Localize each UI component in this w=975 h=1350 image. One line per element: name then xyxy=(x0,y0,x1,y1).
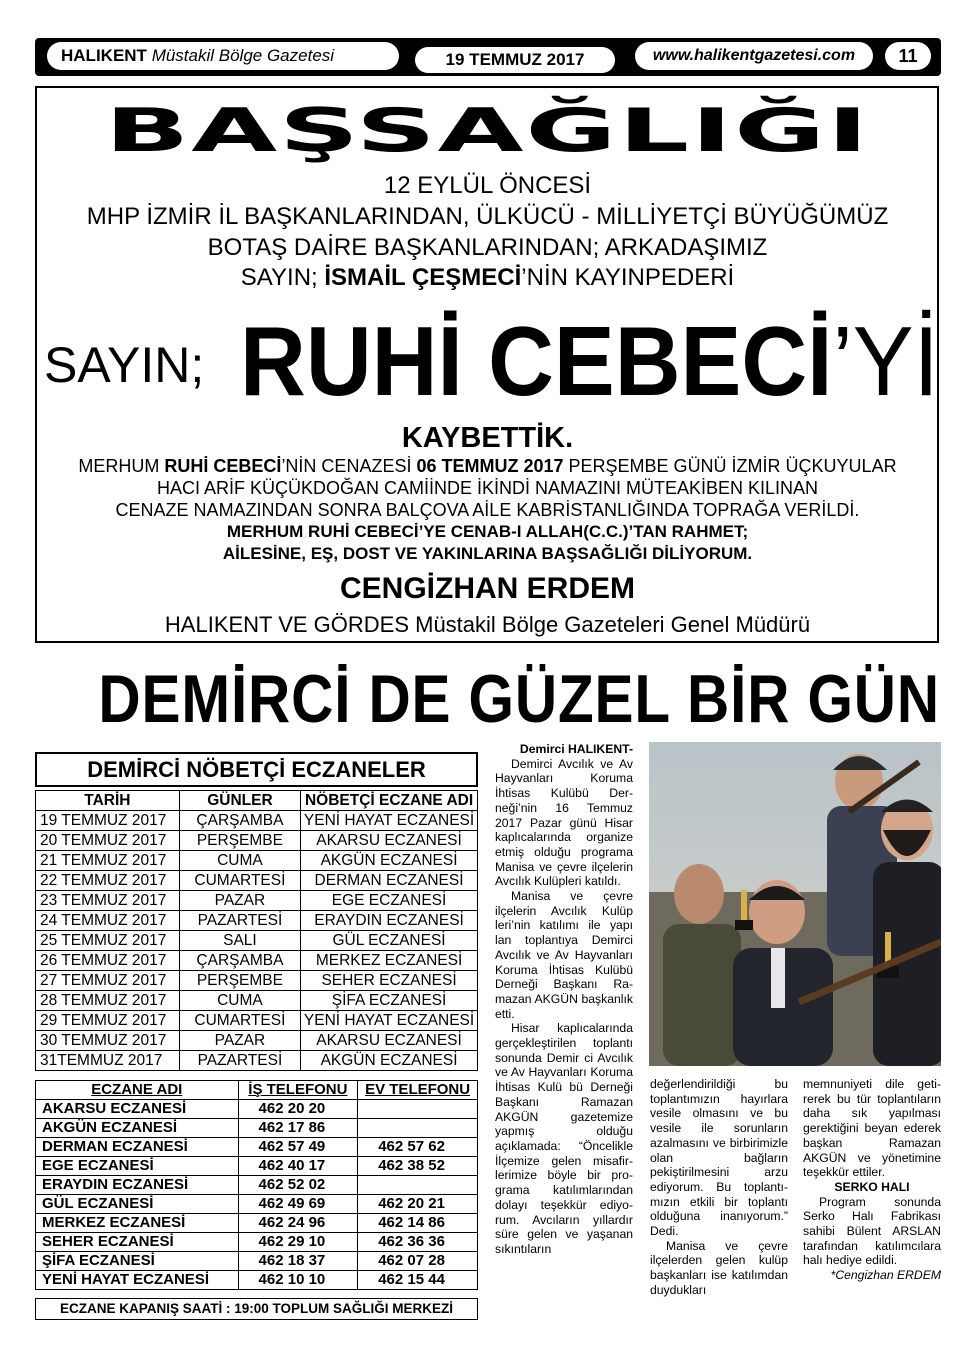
schedule-row xyxy=(36,1011,478,1031)
schedule-pharmacy: ERAYDIN ECZANESİ xyxy=(301,911,478,931)
schedule-row xyxy=(36,931,478,951)
funeral-line-1: MERHUM RUHİ CEBECİ’NİN CENAZESİ 06 TEMMUZ 2017 PERŞEMBE GÜNÜ İZMİR ÜÇKUYULAR xyxy=(78,456,897,476)
header-bar xyxy=(35,38,941,76)
home-phone: 462 36 36 xyxy=(358,1233,478,1252)
signer-name: CENGİZHAN ERDEM xyxy=(339,572,635,605)
condolence-line-4: SAYIN; İSMAİL ÇEŞMECİ’NİN KAYINPEDERİ xyxy=(240,264,735,291)
column-header: İŞ TELEFONU xyxy=(238,1081,358,1100)
schedule-date: 29 TEMMUZ 2017 xyxy=(36,1011,180,1031)
condolence-line-3: BOTAŞ DAİRE BAŞKANLARINDAN; ARKADAŞIMIZ xyxy=(207,234,768,261)
work-phone: 462 10 10 xyxy=(238,1271,358,1290)
article-paragraph: Manisa ve çevre ilçelerin Avcılık Kulüp leri’nin katılımı ile yapı lan toplantıya Demirci Avcılık ve Av Hayvanları Koruma İhtisas Kulübü Derneği Başkanı Ramazan AKGÜN başkanlık etti. xyxy=(495,889,633,1021)
pharmacy-name: AKARSU ECZANESİ xyxy=(36,1100,239,1119)
schedule-pharmacy: AKARSU ECZANESİ xyxy=(301,831,478,851)
article-paragraph: Manisa ve çevre ilçelerden gelen kulüp başkanları ise katılımdan duydukları xyxy=(650,1238,788,1297)
condolence-title: BAŞSAĞLIĞI xyxy=(104,96,871,166)
work-phone: 462 24 96 xyxy=(238,1214,358,1233)
article-column-3 xyxy=(803,1077,941,1283)
schedule-date: 27 TEMMUZ 2017 xyxy=(36,971,180,991)
schedule-date: 22 TEMMUZ 2017 xyxy=(36,871,180,891)
pharmacy-name: DERMAN ECZANESİ xyxy=(36,1138,239,1157)
work-phone: 462 49 69 xyxy=(238,1195,358,1214)
schedule-date: 25 TEMMUZ 2017 xyxy=(36,931,180,951)
phone-row xyxy=(36,1271,478,1290)
home-phone: 462 38 52 xyxy=(358,1157,478,1176)
headline: DEMİRCİ DE GÜZEL BİR GÜN xyxy=(98,661,940,737)
schedule-row xyxy=(36,971,478,991)
pharmacy-name: EGE ECZANESİ xyxy=(36,1157,239,1176)
schedule-row xyxy=(36,991,478,1011)
condolence-line-2: MHP İZMİR İL BAŞKANLARINDAN, ÜLKÜCÜ - MİLLİYETÇİ BÜYÜĞÜMÜZ xyxy=(86,203,889,230)
work-phone: 462 40 17 xyxy=(238,1157,358,1176)
home-phone: 462 20 21 xyxy=(358,1195,478,1214)
schedule-header-row xyxy=(36,791,478,811)
paper-subtitle: Müstakil Bölge Gazetesi xyxy=(151,46,335,65)
schedule-row xyxy=(36,831,478,851)
schedule-date: 31TEMMUZ 2017 xyxy=(36,1051,180,1071)
home-phone xyxy=(358,1176,478,1195)
article-subhead: SERKO HALI xyxy=(834,1179,910,1194)
schedule-pharmacy: GÜL ECZANESİ xyxy=(301,931,478,951)
phone-row xyxy=(36,1233,478,1252)
schedule-date: 21 TEMMUZ 2017 xyxy=(36,851,180,871)
pharmacy-name: MERKEZ ECZANESİ xyxy=(36,1214,239,1233)
work-phone: 462 29 10 xyxy=(238,1233,358,1252)
schedule-day: CUMARTESİ xyxy=(179,1011,300,1031)
article-column-1 xyxy=(495,742,633,1257)
schedule-row xyxy=(36,1031,478,1051)
schedule-day: PAZARTESİ xyxy=(179,1051,300,1071)
work-phone: 462 18 37 xyxy=(238,1252,358,1271)
schedule-table xyxy=(35,790,478,1071)
pharmacy-name: ŞİFA ECZANESİ xyxy=(36,1252,239,1271)
schedule-pharmacy: AKGÜN ECZANESİ xyxy=(301,851,478,871)
funeral-line-2: HACI ARİF KÜÇÜKDOĞAN CAMİİNDE İKİNDİ NAMAZINI MÜTEAKİBEN KILINAN xyxy=(156,478,819,498)
home-phone xyxy=(358,1100,478,1119)
schedule-day: SALI xyxy=(179,931,300,951)
paper-name: HALIKENT Müstakil Bölge Gazetesi xyxy=(47,42,399,70)
pharmacy-name: ERAYDIN ECZANESİ xyxy=(36,1176,239,1195)
lost-text: KAYBETTİK. xyxy=(401,422,574,454)
condolence-line-1: 12 EYLÜL ÖNCESİ xyxy=(383,172,592,199)
website-link[interactable]: www.halikentgazetesi.com xyxy=(635,42,873,70)
work-phone: 462 57 49 xyxy=(238,1138,358,1157)
phone-row xyxy=(36,1157,478,1176)
schedule-date: 30 TEMMUZ 2017 xyxy=(36,1031,180,1051)
schedule-day: PAZAR xyxy=(179,1031,300,1051)
schedule-day: ÇARŞAMBA xyxy=(179,811,300,831)
work-phone: 462 20 20 xyxy=(238,1100,358,1119)
work-phone: 462 17 86 xyxy=(238,1119,358,1138)
phone-table xyxy=(35,1080,478,1290)
article-column-2 xyxy=(650,1077,788,1298)
home-phone: 462 07 28 xyxy=(358,1252,478,1271)
schedule-pharmacy: AKGÜN ECZANESİ xyxy=(301,1051,478,1071)
schedule-date: 28 TEMMUZ 2017 xyxy=(36,991,180,1011)
schedule-date: 20 TEMMUZ 2017 xyxy=(36,831,180,851)
phone-row xyxy=(36,1252,478,1271)
column-header: NÖBETÇİ ECZANE ADI xyxy=(301,791,478,811)
schedule-day: PERŞEMBE xyxy=(179,971,300,991)
prayer-line-2: AİLESİNE, EŞ, DOST VE YAKINLARINA BAŞSAĞLIĞI DİLİYORUM. xyxy=(222,544,753,563)
schedule-pharmacy: AKARSU ECZANESİ xyxy=(301,1031,478,1051)
schedule-row xyxy=(36,951,478,971)
column-header: GÜNLER xyxy=(179,791,300,811)
closing-hours: ECZANE KAPANIŞ SAATİ : 19:00 TOPLUM SAĞLIĞI MERKEZİ xyxy=(35,1298,478,1320)
phone-row xyxy=(36,1195,478,1214)
home-phone: 462 15 44 xyxy=(358,1271,478,1290)
article-author: *Cengizhan ERDEM xyxy=(830,1268,941,1283)
schedule-row xyxy=(36,851,478,871)
phone-row xyxy=(36,1214,478,1233)
schedule-day: ÇARŞAMBA xyxy=(179,951,300,971)
issue-date: 19 TEMMUZ 2017 xyxy=(415,47,615,73)
schedule-day: CUMARTESİ xyxy=(179,871,300,891)
article-photo xyxy=(649,742,941,1066)
column-header: TARİH xyxy=(36,791,180,811)
work-phone: 462 52 02 xyxy=(238,1176,358,1195)
schedule-date: 23 TEMMUZ 2017 xyxy=(36,891,180,911)
article-paragraph: değerlendirildiği bu toplantımızın hayırlara vesile olmasını ve bu vesile ile sorunların azalmasını ve birbirimizle olan bağların pekiştirilmesini arzu ediyorum. Bu toplantımızın etkili bir toplantı olduğuna inanıyorum.” Dedi. xyxy=(650,1077,788,1239)
schedule-row xyxy=(36,891,478,911)
schedule-day: CUMA xyxy=(179,851,300,871)
prayer-line-1: MERHUM RUHİ CEBECİ’YE CENAB-I ALLAH(C.C.)’TAN RAHMET; xyxy=(226,522,749,541)
phone-header-row xyxy=(36,1081,478,1100)
article-paragraph: Program sonunda Serko Halı Fabrikası sahibi Bülent ARSLAN tarafından katılımcılara halı hediye edildi. xyxy=(803,1194,941,1268)
funeral-line-3: CENAZE NAMAZINDAN SONRA BALÇOVA AİLE KABRİSTANLIĞINDA TOPRAĞA VERİLDİ. xyxy=(115,500,860,520)
pharmacy-name: AKGÜN ECZANESİ xyxy=(36,1119,239,1138)
page-number: 11 xyxy=(885,42,931,70)
schedule-day: CUMA xyxy=(179,991,300,1011)
column-header: EV TELEFONU xyxy=(358,1081,478,1100)
home-phone xyxy=(358,1119,478,1138)
column-header: ECZANE ADI xyxy=(36,1081,239,1100)
schedule-day: PERŞEMBE xyxy=(179,831,300,851)
pharmacy-name: SEHER ECZANESİ xyxy=(36,1233,239,1252)
article-dateline: Demirci HALIKENT- xyxy=(519,742,633,756)
article-paragraph: memnuniyeti dile getirerek bu tür toplantıların daha sık yapılması gerektiğini beyan ederek başkan Ramazan AKGÜN ve yönetimine teşekkür ettiler. xyxy=(803,1077,941,1180)
schedule-pharmacy: YENİ HAYAT ECZANESİ xyxy=(301,1011,478,1031)
photo-illustration xyxy=(649,742,941,1066)
schedule-row xyxy=(36,811,478,831)
schedule-pharmacy: MERKEZ ECZANESİ xyxy=(301,951,478,971)
sayin-label: SAYIN; xyxy=(44,337,205,393)
phone-row xyxy=(36,1119,478,1138)
phone-row xyxy=(36,1100,478,1119)
schedule-day: PAZARTESİ xyxy=(179,911,300,931)
pharmacy-name: YENİ HAYAT ECZANESİ xyxy=(36,1271,239,1290)
schedule-pharmacy: SEHER ECZANESİ xyxy=(301,971,478,991)
schedule-row xyxy=(36,911,478,931)
article-paragraph: Hisar kaplıcalarında gerçekleştirilen toplantı sonunda Demir ci Avcılık ve Av Hayvanları Koruma İhtisas Kulü bü Derneği Başkanı Ramazan AKGÜN gazetemize yapmış olduğu açıklamada: “Öncelikle İlçemize gelen misafirlerimize böyle bir programa katılımlarından dolayı teşekkür ediyorum. Avcıların yıllardır süre gelen ve yaşanan sıkıntıların xyxy=(495,1021,633,1256)
schedule-pharmacy: YENİ HAYAT ECZANESİ xyxy=(301,811,478,831)
pharmacy-name: GÜL ECZANESİ xyxy=(36,1195,239,1214)
deceased-name: RUHİ CEBECİ’Yİ xyxy=(240,306,939,416)
schedule-row xyxy=(36,871,478,891)
home-phone: 462 57 62 xyxy=(358,1138,478,1157)
home-phone: 462 14 86 xyxy=(358,1214,478,1233)
phone-row xyxy=(36,1176,478,1195)
schedule-title: DEMİRCİ NÖBETÇİ ECZANELER xyxy=(35,752,478,787)
article-paragraph: Demirci Avcılık ve Av Hayvanları Koruma İhtisas Kulübü Derneği’nin 16 Temmuz 2017 Pazar günü Hisar kaplıcalarında organize etmiş olduğu programa Manisa ve çevre ilçelerin Avcılık Kulüpleri katıldı. xyxy=(495,756,633,889)
schedule-pharmacy: DERMAN ECZANESİ xyxy=(301,871,478,891)
schedule-pharmacy: ŞİFA ECZANESİ xyxy=(301,991,478,1011)
schedule-row xyxy=(36,1051,478,1071)
phone-row xyxy=(36,1138,478,1157)
signer-title: HALIKENT VE GÖRDES Müstakil Bölge Gazeteleri Genel Müdürü xyxy=(164,612,811,637)
schedule-date: 26 TEMMUZ 2017 xyxy=(36,951,180,971)
schedule-pharmacy: EGE ECZANESİ xyxy=(301,891,478,911)
schedule-date: 24 TEMMUZ 2017 xyxy=(36,911,180,931)
schedule-date: 19 TEMMUZ 2017 xyxy=(36,811,180,831)
schedule-day: PAZAR xyxy=(179,891,300,911)
